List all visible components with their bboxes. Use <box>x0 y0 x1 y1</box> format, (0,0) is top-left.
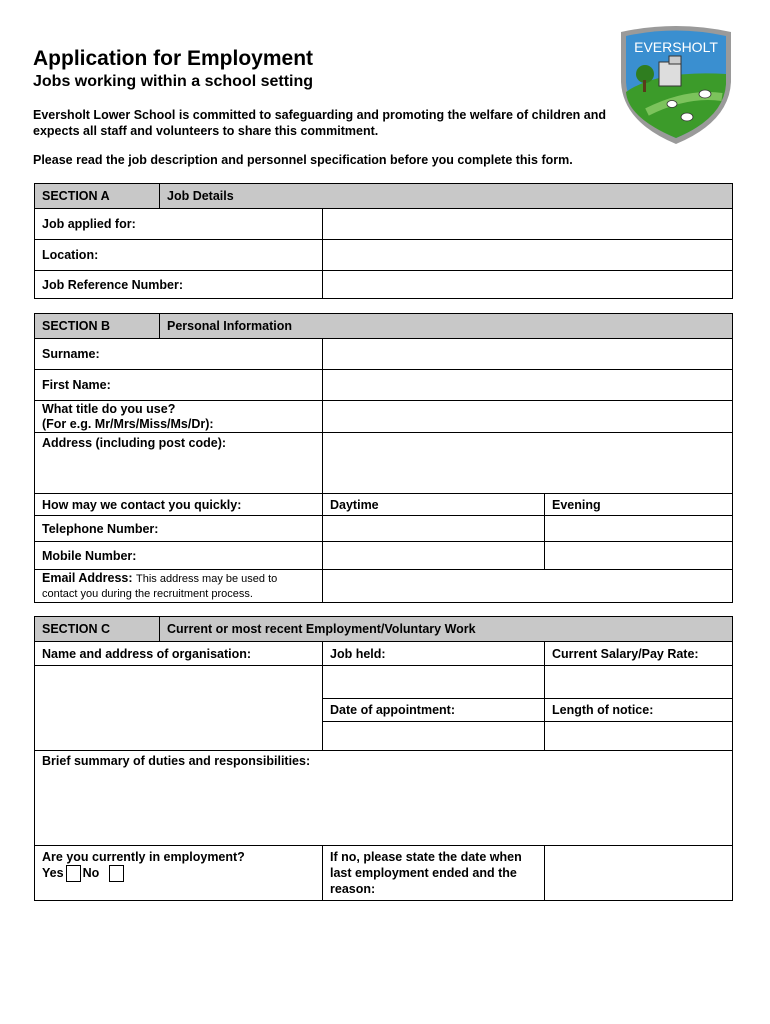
instruction-text: Please read the job description and personnel specification before you complete this form. <box>33 153 573 167</box>
salary-field[interactable] <box>545 666 733 699</box>
email-label-text: Email Address: <box>42 571 133 585</box>
form-subtitle: Jobs working within a school setting <box>33 73 314 90</box>
duties-summary-field[interactable] <box>35 751 733 846</box>
section-a-table <box>34 183 733 299</box>
organisation-label: Name and address of organisation: <box>35 642 323 666</box>
if-no-field[interactable] <box>545 846 733 901</box>
notice-label: Length of notice: <box>545 699 733 722</box>
section-b-table <box>34 313 733 603</box>
title-examples: (For e.g. Mr/Mrs/Miss/Ms/Dr): <box>42 416 214 431</box>
job-held-label: Job held: <box>323 642 545 666</box>
currently-employed-label: Are you currently in employment? <box>42 850 245 864</box>
evening-header: Evening <box>545 494 733 516</box>
first-name-field[interactable] <box>323 370 733 401</box>
mobile-label: Mobile Number: <box>35 542 323 570</box>
date-appointment-field[interactable] <box>323 722 545 751</box>
first-name-label: First Name: <box>35 370 323 401</box>
title-question: What title do you use? <box>42 401 176 416</box>
job-applied-field[interactable] <box>323 209 733 240</box>
organisation-field[interactable] <box>35 666 323 751</box>
location-label: Location: <box>35 240 323 271</box>
no-checkbox[interactable] <box>109 865 124 882</box>
duties-summary-label: Brief summary of duties and responsibilities: <box>42 754 311 768</box>
job-held-field[interactable] <box>323 666 545 699</box>
contact-label: How may we contact you quickly: <box>35 494 323 516</box>
safeguarding-statement: Eversholt Lower School is committed to safeguarding and promoting the welfare of children and expects all staff and volunteers to share this commitment. <box>33 108 606 138</box>
telephone-evening-field[interactable] <box>545 516 733 542</box>
crest-text: EVERSHOLT <box>634 39 718 55</box>
address-label: Address (including post code): <box>35 433 323 494</box>
surname-field[interactable] <box>323 339 733 370</box>
if-no-label: If no, please state the date when last employment ended and the reason: <box>323 846 545 901</box>
section-a-label: SECTION A <box>35 184 160 209</box>
section-b-title: Personal Information <box>160 314 733 339</box>
section-c-table <box>34 616 733 901</box>
yes-checkbox[interactable] <box>66 865 81 882</box>
job-reference-label: Job Reference Number: <box>35 271 323 299</box>
email-field[interactable] <box>323 570 733 603</box>
email-label <box>35 570 323 603</box>
title-field[interactable] <box>323 401 733 433</box>
section-c-title: Current or most recent Employment/Voluntary Work <box>160 617 733 642</box>
section-c-label: SECTION C <box>35 617 160 642</box>
location-field[interactable] <box>323 240 733 271</box>
telephone-label: Telephone Number: <box>35 516 323 542</box>
section-b-label: SECTION B <box>35 314 160 339</box>
telephone-daytime-field[interactable] <box>323 516 545 542</box>
daytime-header: Daytime <box>323 494 545 516</box>
form-title: Application for Employment <box>33 47 314 70</box>
school-crest-logo <box>617 22 735 146</box>
title-label <box>35 401 323 433</box>
employment-question <box>35 846 323 901</box>
date-appointment-label: Date of appointment: <box>323 699 545 722</box>
job-reference-field[interactable] <box>323 271 733 299</box>
yes-label: Yes <box>42 866 64 880</box>
notice-field[interactable] <box>545 722 733 751</box>
surname-label: Surname: <box>35 339 323 370</box>
mobile-evening-field[interactable] <box>545 542 733 570</box>
address-field[interactable] <box>323 433 733 494</box>
email-note: This address may be used to contact you during the recruitment process. <box>42 573 278 600</box>
salary-label: Current Salary/Pay Rate: <box>545 642 733 666</box>
no-label: No <box>82 866 100 880</box>
job-applied-label: Job applied for: <box>35 209 323 240</box>
mobile-daytime-field[interactable] <box>323 542 545 570</box>
section-a-title: Job Details <box>160 184 733 209</box>
